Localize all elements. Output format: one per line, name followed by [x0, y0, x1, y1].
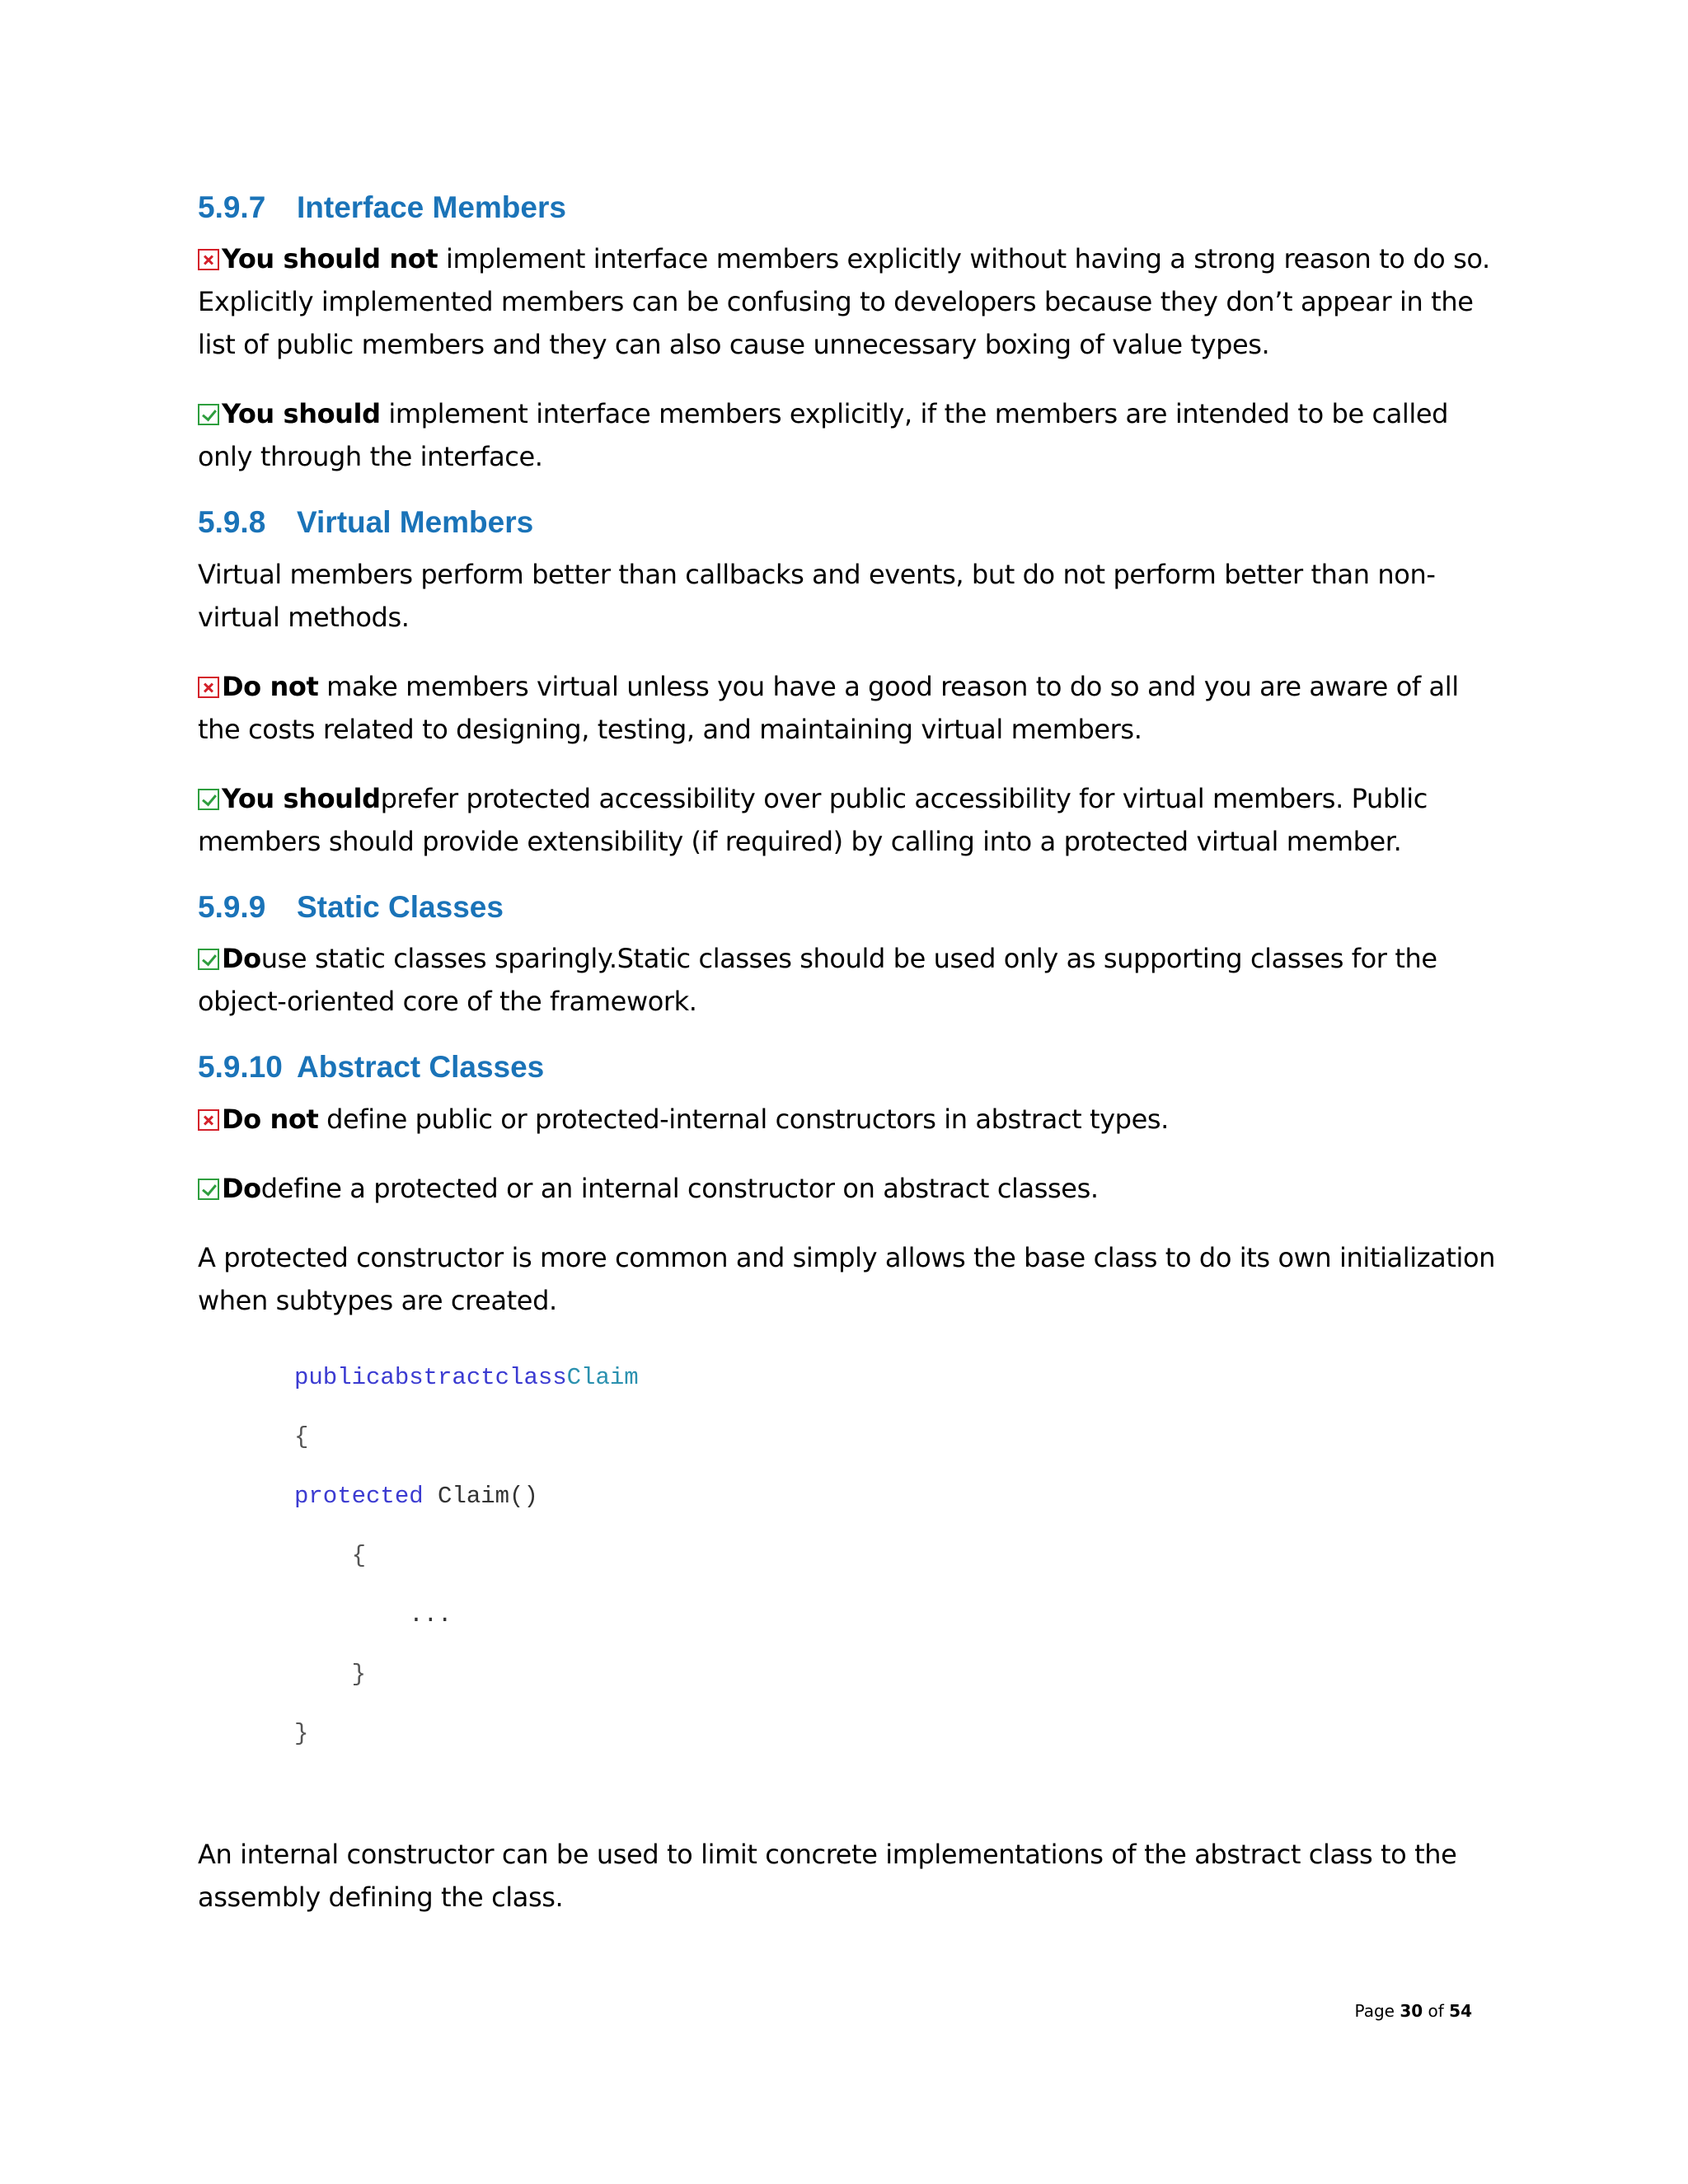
total-page-count: 54 — [1449, 2001, 1472, 2021]
code-line: { — [294, 1422, 309, 1451]
code-line: ... — [294, 1601, 452, 1629]
code-line: } — [294, 1719, 309, 1747]
section-heading-static-classes — [198, 889, 1500, 926]
section-number: 5.9.7 — [198, 190, 266, 224]
checkmark-icon — [198, 949, 219, 970]
guideline-text: define public or protected-internal constructors in abstract types. — [318, 1103, 1169, 1135]
section-heading-interface-members — [198, 190, 1500, 226]
guideline-keyword: Do — [222, 943, 261, 975]
section-heading-abstract-classes — [198, 1049, 1500, 1085]
page-content — [198, 190, 1500, 1945]
guideline-text: define a protected or an internal constructor on abstract classes. — [260, 1172, 1099, 1204]
guideline-paragraph — [198, 237, 1500, 366]
x-mark-icon — [198, 1109, 219, 1131]
section-number: 5.9.10 — [198, 1050, 283, 1085]
checkmark-icon — [198, 404, 219, 425]
guideline-keyword: Do — [222, 1172, 261, 1204]
footer-prefix: Page — [1354, 2001, 1400, 2021]
x-mark-icon — [198, 249, 219, 270]
code-text: Claim() — [423, 1482, 538, 1510]
section-heading-virtual-members — [198, 504, 1500, 541]
code-line: } — [294, 1660, 367, 1688]
guideline-paragraph — [198, 392, 1500, 478]
section-title: Abstract Classes — [297, 1050, 545, 1085]
guideline-keyword: Do not — [222, 670, 319, 702]
section-number: 5.9.8 — [198, 505, 266, 540]
code-line — [294, 1467, 1500, 1526]
guideline-text: prefer protected accessibility over public accessibility for virtual members. Public members should provide extensibility (if required) by calling into a protected virtual member. — [198, 782, 1428, 857]
closing-paragraph: An internal constructor can be used to limit concrete implementations of the abstract class to the assembly defining the class. — [198, 1838, 1457, 1913]
body-paragraph: Virtual members perform better than callbacks and events, but do not perform better than non-virtual methods. — [198, 558, 1436, 633]
guideline-paragraph — [198, 1098, 1500, 1141]
guideline-keyword: You should — [222, 782, 381, 814]
section-title: Virtual Members — [297, 505, 534, 540]
spacer — [198, 1764, 1500, 1833]
code-type-name: Claim — [566, 1363, 639, 1391]
footer-middle: of — [1423, 2001, 1450, 2021]
code-keyword: protected — [294, 1482, 424, 1510]
page-footer — [1355, 2001, 1472, 2021]
guideline-paragraph — [198, 937, 1500, 1023]
guideline-keyword: Do not — [222, 1103, 319, 1135]
guideline-text: implement interface members explicitly without having a strong reason to do so. Explicitly implemented members can be confusing to developers because they don’t appear in the list of public members and they can also cause unnecessary boxing of value types. — [198, 243, 1490, 361]
guideline-text: implement interface members explicitly, if the members are intended to be called only through the interface. — [198, 398, 1449, 473]
code-keyword: publicabstractclass — [294, 1363, 567, 1391]
guideline-paragraph — [198, 1167, 1500, 1210]
guideline-keyword: You should — [222, 398, 381, 430]
current-page-number: 30 — [1400, 2001, 1423, 2021]
guideline-keyword: You should not — [222, 243, 438, 275]
section-title: Interface Members — [297, 190, 566, 224]
guideline-text: use static classes sparingly.Static classes should be used only as supporting classes for the object-oriented core of the framework. — [198, 943, 1437, 1018]
section-title: Static Classes — [297, 889, 504, 924]
code-line — [294, 1348, 1500, 1408]
section-number: 5.9.9 — [198, 889, 266, 924]
checkmark-icon — [198, 1179, 219, 1200]
guideline-text: make members virtual unless you have a good reason to do so and you are aware of all the costs related to designing, testing, and maintaining virtual members. — [198, 670, 1459, 745]
code-sample — [294, 1348, 1500, 1764]
checkmark-icon — [198, 789, 219, 810]
guideline-paragraph — [198, 665, 1500, 751]
guideline-paragraph — [198, 777, 1500, 863]
x-mark-icon — [198, 677, 219, 698]
code-line: { — [294, 1541, 367, 1569]
body-paragraph: A protected constructor is more common and simply allows the base class to do its own initialization when subtypes are created. — [198, 1241, 1496, 1316]
